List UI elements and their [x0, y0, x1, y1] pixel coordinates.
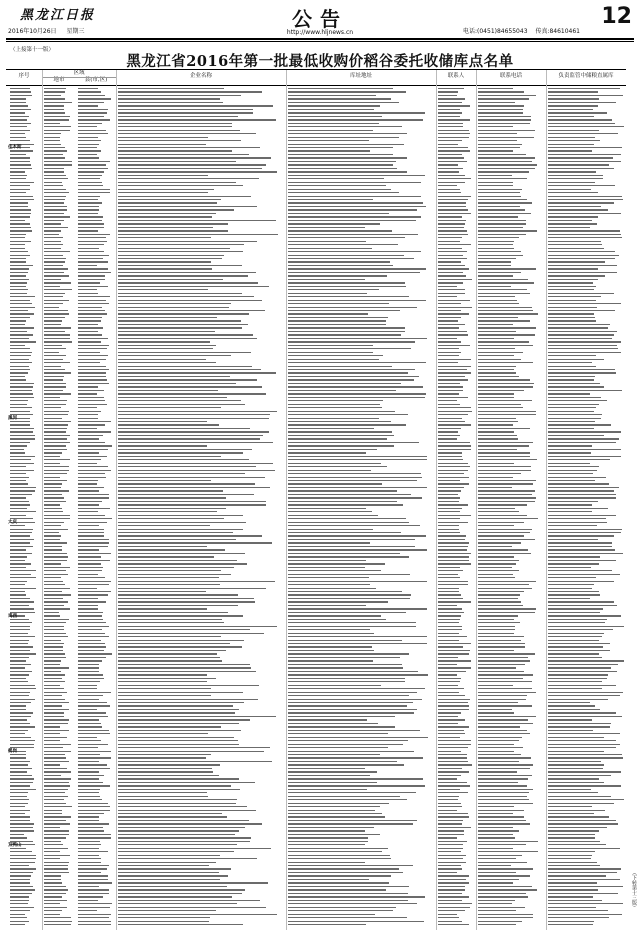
masthead	[0, 0, 640, 42]
header-rule	[6, 85, 626, 86]
region-group-label: 鹤岗	[8, 749, 17, 755]
continued-note: （上接第十一版）	[10, 47, 55, 53]
fax-number: 传真:84610461	[535, 28, 580, 35]
region-group-label: 佳木斯	[8, 145, 22, 151]
masthead-rule	[6, 38, 634, 40]
table-rows	[6, 87, 626, 926]
issue-weekday: 星期三	[66, 28, 85, 35]
header-city: 地市	[53, 77, 65, 83]
website-link[interactable]: http://www.hljnews.cn	[286, 29, 354, 36]
region-group-label: 大庆	[8, 520, 17, 526]
header-company: 企业名称	[189, 73, 212, 79]
table-row	[6, 923, 626, 926]
header-seq: 序号	[18, 73, 30, 79]
header-supervisor: 负责监管中储粮直属库	[558, 73, 614, 79]
section-title: 公告	[292, 7, 348, 31]
header-phone: 联系电话	[499, 73, 522, 79]
region-group-label: 鸡西	[8, 613, 17, 619]
page-number: 12	[601, 4, 632, 29]
contact-info	[457, 26, 580, 35]
issue-date: 2016年10月26日	[8, 28, 57, 35]
phone-number: 电话:(0451)84655043	[463, 28, 528, 35]
header-contact: 联系人	[447, 73, 465, 79]
header-county: 县(市,区)	[84, 77, 108, 83]
newspaper-name: 黑龙江日报	[20, 8, 96, 23]
continued-next-note: （下转第十三版）	[631, 870, 637, 910]
document-title: 黑龙江省2016年第一批最低收购价稻谷委托收储库点名单	[126, 53, 514, 70]
masthead-rule-thin	[6, 41, 634, 42]
region-group-label: 双鸭山	[8, 842, 22, 848]
header-region: 区域	[73, 70, 85, 76]
storage-list-table	[6, 69, 626, 930]
header-subrule	[42, 77, 116, 78]
header-address: 库址地址	[349, 73, 372, 79]
region-group-label: 黑河	[8, 416, 17, 422]
